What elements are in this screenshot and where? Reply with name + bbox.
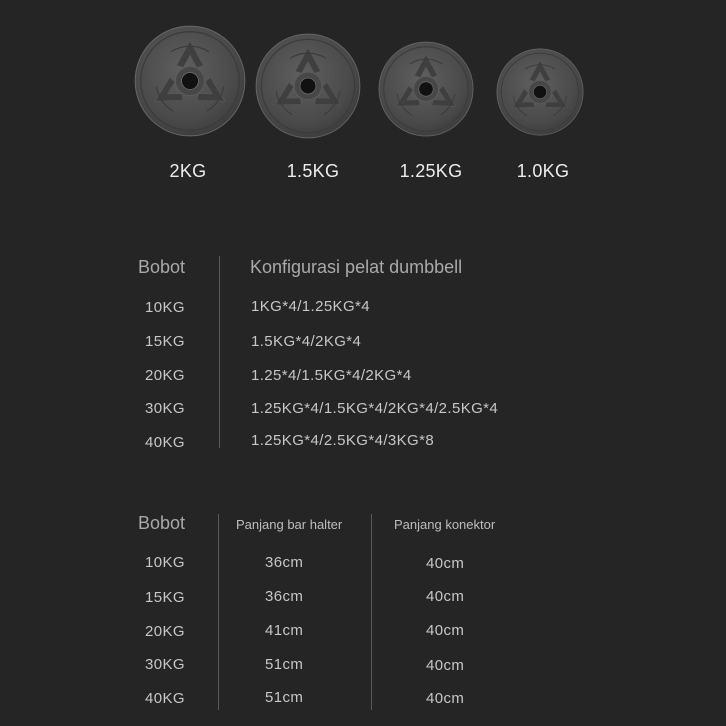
plate-1-5kg [255, 33, 361, 139]
config-header-plates: Konfigurasi pelat dumbbell [250, 257, 463, 277]
length-row-bar: 36cm [265, 588, 304, 605]
length-row-weight: 30KG [145, 656, 185, 673]
config-row-value: 1.25KG*4/2.5KG*4/3KG*8 [251, 432, 435, 449]
length-row-bar: 51cm [265, 656, 304, 673]
config-row-value: 1KG*4/1.25KG*4 [251, 298, 371, 315]
weight-plate-icon [134, 25, 246, 137]
config-row-value: 1.5KG*4/2KG*4 [251, 333, 362, 350]
length-divider-1 [218, 514, 219, 710]
config-row-weight: 15KG [145, 333, 185, 350]
length-row-bar: 41cm [265, 622, 304, 639]
length-row-weight: 40KG [145, 690, 185, 707]
plate-1kg [496, 48, 584, 136]
length-row-connector: 40cm [426, 622, 465, 639]
plate-label: 1.5KG [286, 161, 340, 181]
length-row-weight: 15KG [145, 589, 185, 606]
weight-plate-icon [255, 33, 361, 139]
plate-label: 1.0KG [516, 161, 570, 181]
plate-label: 2KG [169, 161, 207, 181]
length-row-connector: 40cm [426, 588, 465, 605]
config-row-weight: 20KG [145, 367, 185, 384]
config-divider [219, 256, 220, 448]
weight-plate-icon [378, 41, 474, 137]
config-row-weight: 10KG [145, 299, 185, 316]
length-row-weight: 10KG [145, 554, 185, 571]
config-header-weight: Bobot [138, 257, 186, 277]
length-row-bar: 36cm [265, 554, 304, 571]
plate-1-25kg [378, 41, 474, 137]
length-row-connector: 40cm [426, 657, 465, 674]
length-header-weight: Bobot [138, 513, 186, 533]
length-row-connector: 40cm [426, 555, 465, 572]
plate-label: 1.25KG [399, 161, 463, 181]
config-row-weight: 30KG [145, 400, 185, 417]
config-row-value: 1.25KG*4/1.5KG*4/2KG*4/2.5KG*4 [251, 400, 499, 417]
plate-2kg [134, 25, 246, 137]
weight-plate-icon [496, 48, 584, 136]
length-divider-2 [371, 514, 372, 710]
length-row-weight: 20KG [145, 623, 185, 640]
config-row-value: 1.25*4/1.5KG*4/2KG*4 [251, 367, 412, 384]
length-row-bar: 51cm [265, 689, 304, 706]
length-header-bar: Panjang bar halter [236, 517, 343, 532]
length-row-connector: 40cm [426, 690, 465, 707]
length-header-connector: Panjang konektor [394, 517, 496, 532]
config-row-weight: 40KG [145, 434, 185, 451]
